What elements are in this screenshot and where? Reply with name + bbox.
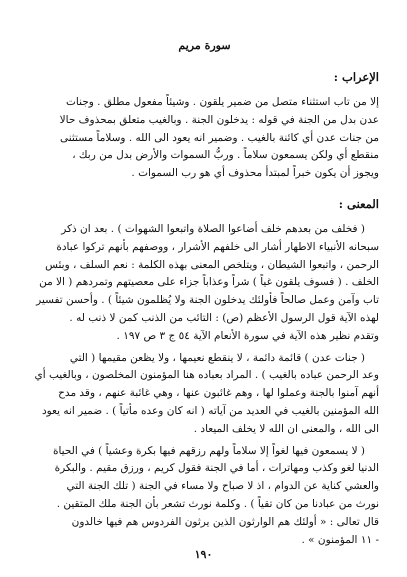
page-number: ١٩٠ (194, 548, 213, 561)
text-line: الله المؤمنين بالغيب في العديد من آياته ( انه كان وعده مأتياً ) . ضمير انه يعود (41, 404, 379, 417)
ma3na-heading: المعنى : (338, 196, 379, 211)
i3rab-heading: الإعراب : (333, 70, 379, 84)
text-line: لهذه الآية قول الرسول الأعظم (ص) : التائب من الذنب كمن لا ذنب له . (69, 311, 379, 324)
text-line: ( لا يسمعون فيها لغواً إلا سلاماً ولهم رزقهم فيها بكرة وعشياً ) في الحياة (52, 444, 365, 457)
text-line: تاب وآمن وعمل صالحاً فأولئك يدخلون الجنة ولا يُظلمون شيئاً ) . وأحسن تفسير (36, 294, 379, 307)
text-line: ( فخلف من بعدهم خلف أضاعوا الصلاة واتبعوا الشهوات ) . بعد ان ذكر (61, 222, 365, 235)
text-line: والعشي كناية عن الدوام ، اذ لا صباح ولا مساء في الجنة ( تلك الجنة التي (66, 480, 379, 493)
text-line: من جنات عدن أي كائنة بالغيب . وضمير انه يعود الى الله . وسلاماً مستثنى (59, 131, 379, 144)
text-line: نورث من عبادنا من كان تقياً ) . وكلمة نورث تشعر بأن الجنة ملك المتقين . (56, 497, 379, 510)
text-line: الرحمن ، واتبعوا الشيطان ، ويتلخص المعنى بهذه الكلمة : نعم السلف ، وبئس (45, 258, 379, 271)
text-line: منقطع أي ولكن يسمعون سلاماً . وربُّ السموات والأرض بدل من ربك ، (72, 149, 379, 162)
text-line: سبحانه الأنبياء الاطهار أشار الى خلفهم الأشرار ، ووصفهم بأنهم تركوا عبادة (56, 240, 379, 253)
text-line: وعد الرحمن عباده بالغيب ) . المراد بعباده هنا المؤمنون المخلصون ، وبالغيب أي (34, 369, 379, 382)
text-line: ويجوز أن يكون خبراً لمبتدأ محذوف أي هو رب السموات . (131, 167, 379, 180)
text-line: إلا من تاب استثناء متصل من ضمير يلقون . وشيئاً مفعول مطلق . وجنات (66, 96, 379, 108)
text-line: الخلف . ( فسوف يلقون غياً ) شراً وعذاباً جزاء على معصيتهم وتمردهم ( الا من (39, 276, 379, 289)
i3rab-paragraph (30, 94, 379, 183)
text-line: الى الله ، والمعنى ان الله لا يخلف الميعاد . (193, 422, 379, 435)
text-line: قال تعالى : « أولئك هم الوارثون الذين يرثون الفردوس هم فيها خالدون (71, 515, 379, 528)
text-line: وتقدم نظير هذه الآية في سورة الأنعام الآية ٥٤ ج ٣ ص ١٩٧ . (116, 329, 379, 342)
text-line: الدنيا لغو وكذب ومهاترات ، أما في الجنة فقول كريم ، ورزق مقيم . والبكرة (54, 462, 379, 475)
ma3na-paragraph-2 (30, 350, 379, 439)
text-line: ( جنات عدن ) قائمة دائمة ، لا ينقطع نعيمها ، ولا يظعن مقيمها ( التي (69, 351, 365, 364)
text-line: عدن بدل من الجنة في قوله : يدخلون الجنة . وبالغيب متعلق بمحذوف حالا (59, 113, 379, 126)
running-title: سورة مريم (178, 39, 231, 52)
ma3na-paragraph-1 (30, 221, 379, 346)
text-line: أنهم آمنوا بالجنة وعملوا لها ، وهم غائبون عنها ، وهي غائبة عنهم ، وقد مدح (58, 387, 379, 400)
ma3na-paragraph-3 (30, 443, 379, 550)
text-line: - ١١ المؤمنون » . (301, 533, 379, 546)
